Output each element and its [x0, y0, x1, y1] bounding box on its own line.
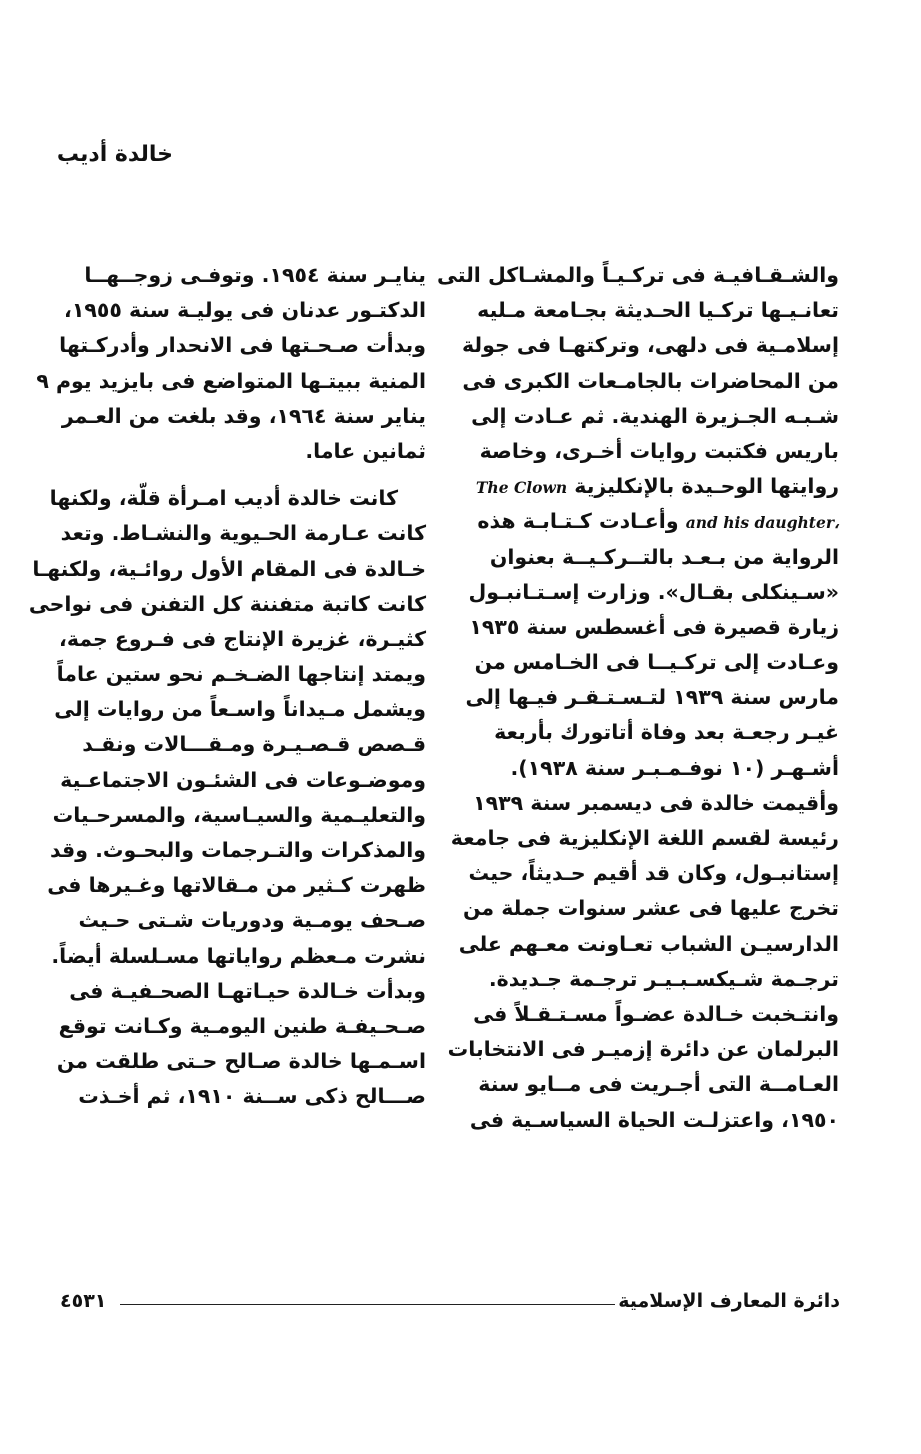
text-line: العـامــة التى أجـريت فى مــايو سنة	[478, 1072, 839, 1097]
left-column	[28, 258, 426, 1115]
text-line: وعـادت إلى تركـيــا فى الخـامس من	[474, 650, 839, 675]
text-line: تعانـيـها تركـيا الحـديثة بجـامعة مـليه	[477, 298, 839, 323]
text-line: تخرج عليها فى عشر سنوات جملة من	[462, 896, 839, 921]
text-segment: روايتها الوحـيدة بالإنكليزية	[574, 474, 839, 499]
text-line: مارس سنة ١٩٣٩ لتـسـتـقـر فيـها إلى	[465, 685, 839, 710]
text-line: شـبـه الجـزيرة الهندية. ثم عـادت إلى	[471, 403, 839, 428]
text-line: ترجـمة شـيكسـبـيـر ترجـمة جـديدة.	[488, 966, 839, 991]
page-footer	[60, 1290, 840, 1320]
right-column	[436, 258, 839, 1138]
text-line: وبدأت خـالدة حيـاتهـا الصحـفيـة فى	[69, 978, 426, 1003]
text-line: اسـمـها خالدة صـالح حـتى طلقت من	[56, 1049, 426, 1074]
text-line: الدكتـور عدنان فى يوليـة سنة ١٩٥٥،	[64, 298, 426, 323]
text-line-with-english	[475, 469, 839, 504]
text-line: والمذكرات والتـرجمات والبحـوث. وقد	[49, 838, 426, 862]
text-line: إستانبـول، وكان قد أقيم حـديثاً، حيث	[468, 861, 839, 886]
text-line-with-english	[477, 504, 839, 539]
text-line: الرواية من بـعـد بالتــركـيــة بعنوان	[489, 544, 839, 569]
text-line: كثيـرة، غزيرة الإنتاج فى فـروع جمة،	[59, 626, 426, 651]
text-line: ينايـر سنة ١٩٥٤. وتوفـى زوجــهــا	[84, 263, 426, 287]
text-line: رئيسة لقسم اللغة الإنكليزية فى جامعة	[450, 826, 839, 850]
text-line: «سـينكلى بقـال». وزارت إسـتـانبـول	[468, 579, 839, 604]
text-line: وانتـخبت خـالدة عضـواً مسـتـقـلاً فى	[473, 1001, 839, 1026]
text-line: صـحف يومـية ودوريات شـتى حـيث	[78, 908, 426, 933]
text-line: المنية ببيتـها المتواضع فى بايزيد يوم ٩	[36, 368, 426, 393]
text-line: والتعليـمية والسيـاسية، والمسرحـيات	[52, 802, 426, 827]
text-line: كانت كاتبة متفننة كل التفنن فى نواحى	[28, 591, 426, 616]
english-title-part1: The Clown	[475, 478, 568, 498]
text-line: قـصص قـصـيـرة ومـقـــالات ونقـد	[82, 732, 426, 757]
text-line: باريس فكتبت روايات أخـرى، وخاصة	[479, 438, 839, 463]
text-line: من المحاضرات بالجامـعات الكبرى فى	[462, 368, 839, 393]
footer-journal-title: دائرة المعارف الإسلامية	[618, 1290, 840, 1312]
text-line: صـــالح ذكى ســنة ١٩١٠، ثم أخـذت	[78, 1084, 426, 1109]
running-header: خالدة أديب	[56, 142, 173, 167]
text-line: ويشمل مـيداناً واسـعاً من روايات إلى	[54, 697, 426, 722]
text-line: غيـر رجعـة بعد وفاة أتاتورك بأربعة	[494, 720, 839, 745]
text-line: وأقيمت خالدة فى ديسمبر سنة ١٩٣٩	[473, 790, 839, 815]
text-line: كانت عـارمة الحـيوية والنشـاط. وتعد	[60, 521, 426, 546]
text-line: خـالدة فى المقام الأول روائـية، ولكنهـا	[32, 556, 426, 581]
text-line: يناير سنة ١٩٦٤، وقد بلغت من العـمر	[61, 403, 426, 428]
text-line: وموضـوعات فى الشئـون الاجتماعـية	[60, 767, 426, 792]
text-line: كانت خالدة أديب امـرأة قلّة، ولكنها	[49, 486, 398, 511]
text-line: صـحـيفـة طنين اليومـية وكـانت توقع	[58, 1013, 426, 1038]
text-line: وبدأت صـحـتها فى الانحدار وأدركـتها	[59, 333, 426, 358]
text-line: ويمتد إنتاجها الضـخـم نحو ستين عاماً	[56, 662, 426, 687]
text-line: ثمانين عاما.	[305, 438, 426, 463]
text-line: زيارة قصيرة فى أغسطس سنة ١٩٣٥	[469, 614, 839, 639]
paragraph-gap	[70, 469, 426, 481]
text-line: نشرت مـعظم رواياتها مسـلسلة أيضاً.	[51, 943, 426, 968]
english-title-part2: and his daughter،	[685, 513, 839, 533]
text-line: ظهرت كـثير من مـقالاتها وغـيرها فى	[47, 873, 426, 898]
page-number: ٤٥٣١	[60, 1290, 107, 1312]
text-line: الدارسيـن الشباب تعـاونت معـهم على	[458, 931, 839, 956]
text-line: أشـهـر (١٠ نوفـمـبـر سنة ١٩٣٨).	[510, 755, 839, 780]
footer-rule	[120, 1304, 615, 1305]
text-line: البرلمان عن دائرة إزميـر فى الانتخابات	[447, 1037, 839, 1062]
text-segment: وأعـادت كـتـابـة هذه	[477, 509, 679, 534]
text-line: ١٩٥٠، واعتزلـت الحياة السياسـية فى	[469, 1107, 839, 1132]
text-line: إسلامـية فى دلهى، وتركتهـا فى جولة	[461, 333, 839, 358]
text-line: والشـقـافيـة فى تركـيـاً والمشـاكل التى	[436, 263, 839, 287]
